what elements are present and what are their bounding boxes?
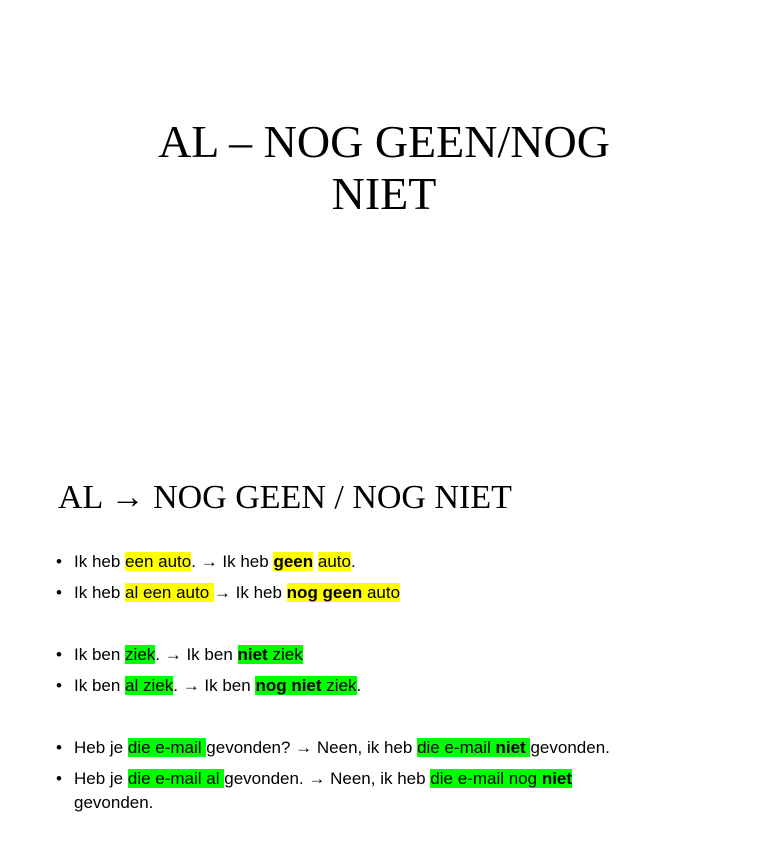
bullet-item-3	[56, 643, 736, 667]
text-segment: gevonden.	[530, 738, 610, 757]
slide-title	[0, 116, 768, 220]
text-segment: .	[356, 676, 362, 695]
text-segment: .	[350, 552, 356, 571]
bullet-list	[56, 550, 736, 815]
arrow-icon: →	[182, 676, 200, 695]
highlight-green: die e-mail nog	[430, 769, 542, 788]
bullet-dot-icon: •	[56, 738, 62, 757]
highlight-yellow-bold: geen	[273, 552, 314, 571]
bullet-dot-icon: •	[56, 676, 62, 695]
highlight-green: die e-mail al	[127, 769, 225, 788]
text-segment: Ik heb	[74, 552, 126, 571]
text-segment: gevonden.	[224, 769, 309, 788]
slide-title-line-1: AL – NOG GEEN/NOG	[158, 116, 610, 167]
bullet-dot-icon: •	[56, 552, 62, 571]
bullet-dot-icon: •	[56, 769, 62, 788]
highlight-green-bold: niet	[495, 738, 526, 757]
bullet-item-5	[56, 736, 736, 760]
text-segment: .	[155, 645, 165, 664]
text-segment: Heb je	[74, 738, 128, 757]
text-segment: Ik heb	[74, 583, 126, 602]
arrow-icon: →	[200, 552, 218, 571]
heading-text-al: AL	[58, 479, 103, 516]
text-segment: Ik heb	[230, 583, 287, 602]
text-segment: gevonden.	[74, 793, 154, 812]
highlight-green: al ziek	[125, 676, 174, 695]
text-segment: gevonden?	[206, 738, 296, 757]
heading-text-rest: NOG GEEN / NOG NIET	[153, 479, 512, 516]
text-segment: Ik heb	[217, 552, 274, 571]
bullet-item-6	[56, 767, 736, 815]
heading-arrow-icon: →	[110, 479, 145, 516]
highlight-green: ziek	[321, 676, 357, 695]
highlight-green-bold: nog niet	[255, 676, 322, 695]
highlight-green-bold: niet	[237, 645, 268, 664]
highlight-yellow-bold: nog geen	[286, 583, 363, 602]
text-segment: Heb je	[74, 769, 128, 788]
highlight-green: die e-mail	[417, 738, 496, 757]
highlight-green: die e-mail	[127, 738, 207, 757]
bullet-item-1	[56, 550, 736, 574]
text-segment: Neen, ik heb	[312, 738, 418, 757]
text-segment: Ik ben	[199, 676, 256, 695]
slide-title-line-2: NIET	[331, 168, 437, 219]
text-segment: Ik ben	[74, 676, 126, 695]
highlight-yellow: auto	[317, 552, 351, 571]
bullet-item-2	[56, 581, 736, 605]
highlight-yellow: al een auto	[125, 583, 214, 602]
text-segment: Ik ben	[74, 645, 126, 664]
highlight-green: ziek	[125, 645, 156, 664]
arrow-icon: →	[308, 769, 326, 788]
text-segment: Ik ben	[181, 645, 238, 664]
text-segment: Neen, ik heb	[325, 769, 431, 788]
arrow-icon: →	[295, 738, 313, 757]
highlight-yellow: auto	[362, 583, 401, 602]
bullet-item-4	[56, 674, 736, 698]
arrow-icon: →	[164, 645, 182, 664]
highlight-yellow: een auto	[125, 552, 192, 571]
bullet-dot-icon: •	[56, 645, 62, 664]
text-segment: .	[191, 552, 201, 571]
arrow-icon: →	[213, 583, 231, 602]
section-heading	[58, 478, 512, 518]
bullet-dot-icon: •	[56, 583, 62, 602]
text-segment: .	[173, 676, 183, 695]
highlight-green: ziek	[267, 645, 303, 664]
highlight-green-bold: niet	[541, 769, 573, 788]
